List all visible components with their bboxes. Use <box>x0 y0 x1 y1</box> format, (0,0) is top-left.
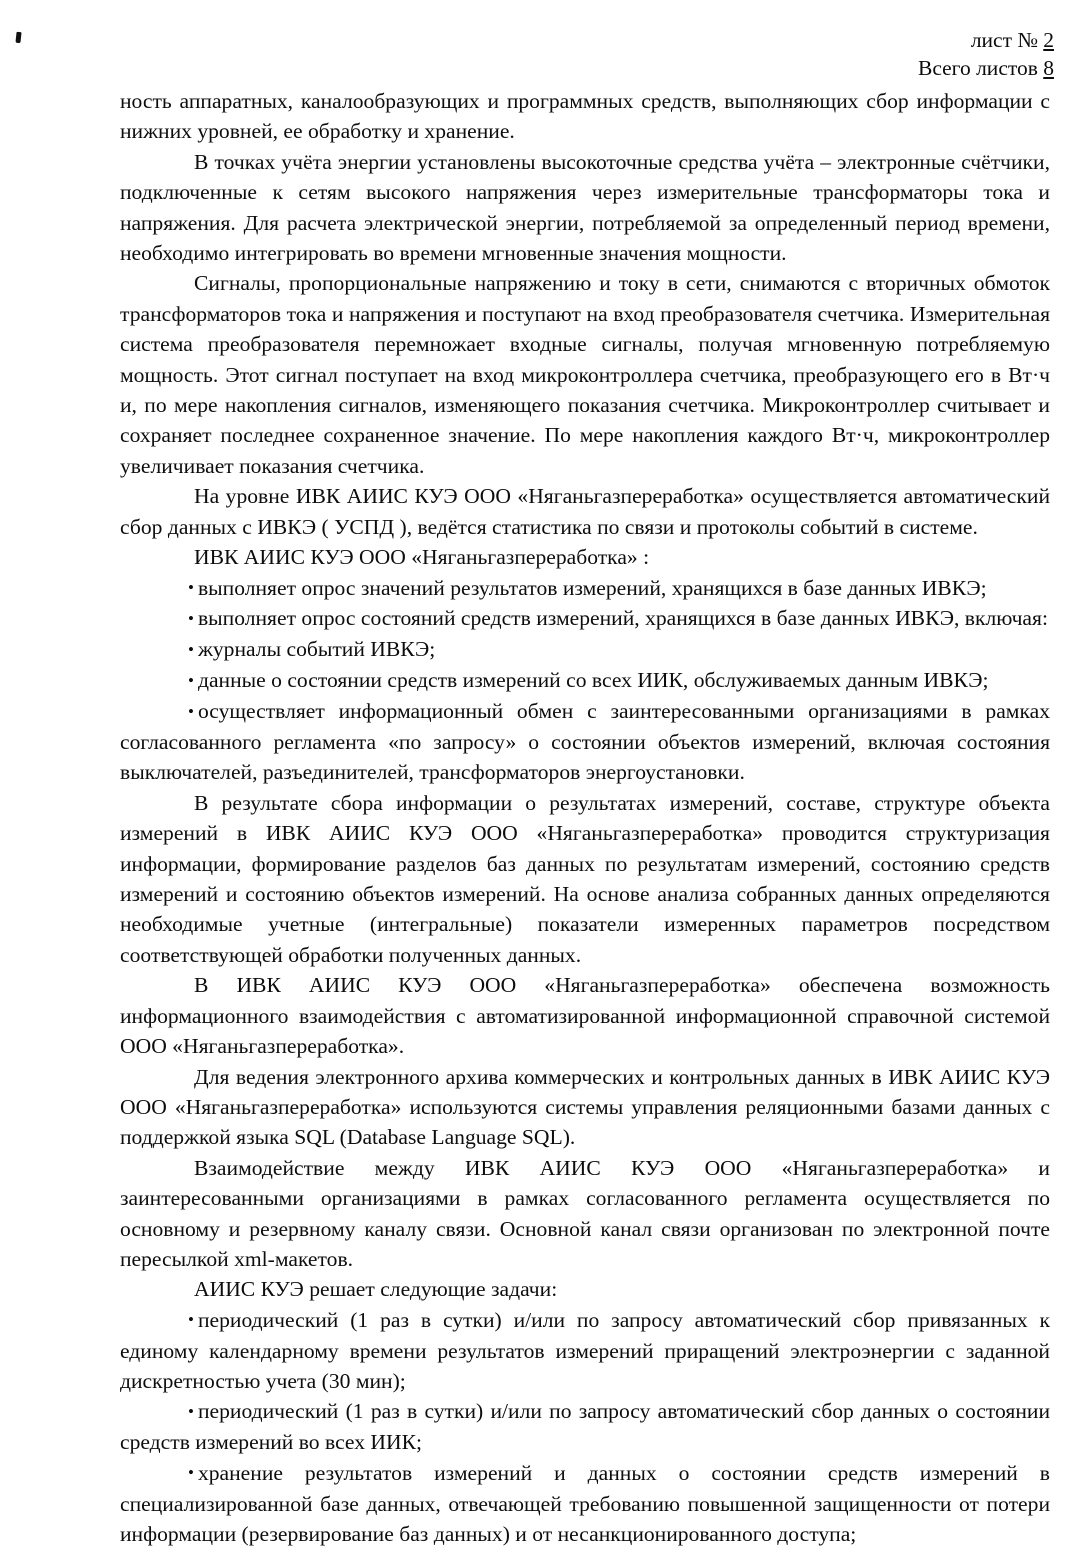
list-item-label: периодический (1 раз в сутки) и/или по запросу автоматический сбор привязанных к единому календарному времени результатов измерений приращений электроэнергии с заданной дискретностью учета (30 мин); <box>120 1307 1050 1394</box>
bullet-icon: • <box>188 608 194 628</box>
bullet-icon: • <box>188 670 194 690</box>
paragraph-tasks-heading: АИИС КУЭ решает следующие задачи: <box>194 1277 558 1302</box>
list-item-label: осуществляет информационный обмен с заинтересованными организациями в рамках согласованного регламента «по запросу» о состоянии объектов измерений, включая состояния выключателей, разъединителей, трансформаторов энергоустановки. <box>120 699 1050 785</box>
bullet-icon: • <box>188 578 194 597</box>
paragraph-continuation: ность аппаратных, каналообразующих и программных средств, выполняющих сбор информации с нижних уровней, ее обработку и хранение. <box>120 89 1050 144</box>
list-item-label: журналы событий ИВКЭ; <box>197 637 436 662</box>
list-item <box>120 1305 1050 1397</box>
sheet-number-line <box>918 26 1054 54</box>
list-item <box>120 634 1050 665</box>
scan-artifact-speck <box>15 32 21 43</box>
page-header <box>918 26 1054 83</box>
document-body <box>120 86 1050 1550</box>
total-sheets-line <box>918 54 1054 82</box>
list-item-label: периодический (1 раз в сутки) и/или по запросу автоматический сбор данных о состоянии средств измерений во всех ИИК; <box>120 1399 1050 1455</box>
list-item-label: выполняет опрос значений результатов измерений, хранящихся в базе данных ИВКЭ; <box>197 575 987 600</box>
list-item-label: хранение результатов измерений и данных о состоянии средств измерений в специализированной базе данных, отвечающей требованию повышенной защищенности от потери информации (резервирование баз данных) и от несанкционированного доступа; <box>120 1460 1050 1547</box>
list-item <box>120 1458 1050 1550</box>
paragraph-data-collection-result: В результате сбора информации о результатах измерений, составе, структуре объекта измерений в ИВК АИИС КУЭ ООО «Няганьгазпереработка» проводится структуризация информации, формирование разделов баз данных по результатам измерений, состоянию средств измерений и состоянию объектов измерений. На основе анализа собранных данных определяются необходимые учетные (интегральные) показатели измеренных параметров посредством соответствующей обработки полученных данных. <box>120 790 1050 967</box>
paragraph-information-exchange: В ИВК АИИС КУЭ ООО «Няганьгазпереработка» обеспечена возможность информационного взаимодействия с автоматизированной информационной справочной системой ООО «Няганьгазпереработка». <box>120 973 1050 1059</box>
paragraph-ivk-level: На уровне ИВК АИИС КУЭ ООО «Няганьгазпереработка» осуществляется автоматический сбор данных с ИВКЭ ( УСПД ), ведётся статистика по связи и протоколы событий в системе. <box>120 484 1050 539</box>
bullet-icon: • <box>188 1463 194 1483</box>
sheet-label: лист № <box>970 28 1044 52</box>
bullet-icon: • <box>188 701 194 721</box>
sheet-number: 2 <box>1043 28 1054 52</box>
list-item <box>120 573 1050 604</box>
paragraph-metering-points: В точках учёта энергии установлены высокоточные средства учёта – электронные счётчики, подключенные к сетям высокого напряжения через измерительные трансформаторы тока и напряжения. Для расчета электрической энергии, потребляемой за определенный период времени, необходимо интегрировать во времени мгновенные значения мощности. <box>120 149 1050 266</box>
list-item <box>120 696 1050 788</box>
list-item <box>120 665 1050 696</box>
list-item-label: данные о состоянии средств измерений со всех ИИК, обслуживаемых данным ИВКЭ; <box>197 668 989 693</box>
bullet-icon: • <box>188 1401 194 1421</box>
list-item <box>120 603 1050 634</box>
total-sheets-label: Всего листов <box>917 56 1044 81</box>
list-item <box>120 1396 1050 1457</box>
total-sheets-number: 8 <box>1043 56 1054 81</box>
paragraph-interaction-channels: Взаимодействие между ИВК АИИС КУЭ ООО «Няганьгазпереработка» и заинтересованными организациями в рамках согласованного регламента осуществляется по основному и резервному каналу связи. Основной канал связи организован по электронной почте пересылкой xml-макетов. <box>120 1155 1050 1271</box>
paragraph-electronic-archive: Для ведения электронного архива коммерческих и контрольных данных в ИВК АИИС КУЭ ООО «Няганьгазпереработка» используются системы управления реляционными базами данных с поддержкой языка SQL (Database Language SQL). <box>120 1064 1050 1150</box>
bullet-icon: • <box>188 1310 194 1330</box>
list-item-label: выполняет опрос состояний средств измерений, хранящихся в базе данных ИВКЭ, включая: <box>197 606 1048 631</box>
bullet-icon: • <box>188 639 194 659</box>
paragraph-signals: Сигналы, пропорциональные напряжению и току в сети, снимаются с вторичных обмоток трансформаторов тока и напряжения и поступают на вход преобразователя счетчика. Измерительная система преобразователя перемножает входные сигналы, получая мгновенную потребляемую мощность. Этот сигнал поступает на вход микроконтроллера счетчика, преобразующего его в Вт·ч и, по мере накопления сигналов, изменяющего показания счетчика. Микроконтроллер считывает и сохраняет последнее сохраненное значение. По мере накопления каждого Вт·ч, микроконтроллер увеличивает показания счетчика. <box>120 271 1050 478</box>
paragraph-ivk-heading: ИВК АИИС КУЭ ООО «Няганьгазпереработка» : <box>194 545 650 570</box>
